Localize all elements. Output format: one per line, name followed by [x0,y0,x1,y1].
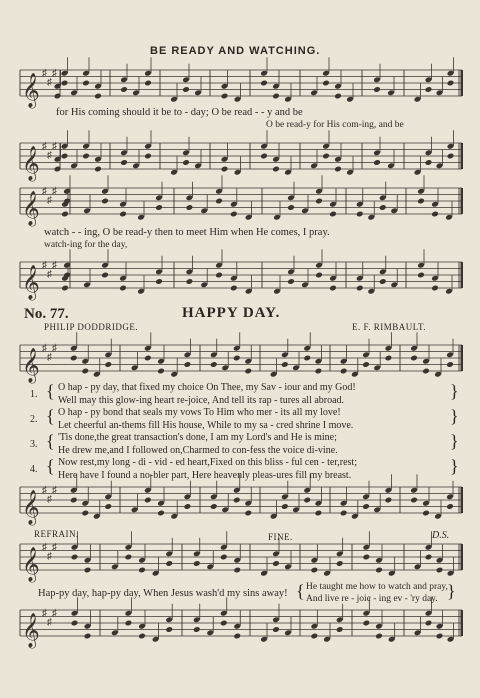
note-head [315,510,323,517]
note-head [447,153,455,160]
note-head [61,211,69,218]
note-head [94,166,102,173]
note-head [233,567,241,574]
note-head [379,278,387,285]
note-head [221,166,229,173]
sharp-icon: ♯ [52,608,57,619]
note-head [446,503,454,510]
note-head [446,361,454,368]
note-head [120,159,128,166]
refrain-brace: { [296,581,305,601]
note-head [385,497,393,504]
note-head [193,560,201,567]
sharp-icon: ♯ [42,343,47,354]
note-head [425,620,433,627]
note-head [336,560,344,567]
note-head [94,93,102,100]
final-bar [461,610,464,636]
author-credit: PHILIP DODDRIDGE. [44,322,139,332]
verse-number: 2. [30,414,38,425]
clef-icon: 𝄞 [22,348,40,383]
clef-icon: 𝄞 [22,613,40,648]
final-bar [461,487,464,513]
refrain-lyric: And live re - joic - ing ev - 'ry day. [306,594,438,604]
note-head [363,554,371,561]
clef-icon: 𝄞 [22,191,40,226]
sharp-icon: ♯ [42,608,47,619]
note-head [186,204,194,211]
note-head [410,497,418,504]
sharp-icon: ♯ [52,542,57,553]
note-head [61,153,69,160]
note-head [329,211,337,218]
refrain-lyric: Hap-py day, hap-py day, When Jesus wash'd my sins away! [38,588,288,599]
final-bar [461,188,464,214]
note-head [315,368,323,375]
note-head [84,633,92,640]
note-head [125,620,133,627]
verse-line: 'Tis done,the great transaction's done, I am my Lord's and He is mine; [58,432,337,443]
sharp-icon: ♯ [47,494,52,505]
lyrics-line: watch - - ing, O be read-y then to meet Him when He comes, I pray. [44,227,330,238]
note-head [417,198,425,205]
note-head [340,510,348,517]
verse-brace: { [46,456,55,476]
note-head [119,211,127,218]
verse-number: 3. [30,439,38,450]
note-head [410,355,418,362]
note-head [362,503,370,510]
note-head [272,626,280,633]
lyrics-line: for His coming should it be to - day; O be read - - y and be [56,107,303,118]
note-head [272,560,280,567]
note-head [356,211,364,218]
note-head [233,633,241,640]
final-bar [461,262,464,288]
note-head [422,510,430,517]
clef-icon: 𝄞 [22,146,40,181]
sharp-icon: ♯ [52,343,57,354]
note-head [329,285,337,292]
clef-icon: 𝄞 [22,547,40,582]
note-head [311,567,319,574]
sharp-icon: ♯ [42,542,47,553]
note-head [220,554,228,561]
note-head [215,272,223,279]
note-head [431,285,439,292]
verse-line: Now rest,my long - di - vid - ed heart,Fixed on this bliss - ful cen - ter,rest; [58,457,357,468]
note-head [81,510,89,517]
note-head [436,633,444,640]
note-head [334,166,342,173]
verse-number: 1. [30,389,38,400]
note-head [157,368,165,375]
note-head [287,278,295,285]
sharp-icon: ♯ [47,551,52,562]
verse-line: Here have I found a no-bler part, Here heavenly pleas-ures fill my breast. [58,470,352,481]
note-head [336,626,344,633]
note-head [233,355,241,362]
verse-brace: { [46,431,55,451]
note-head [281,503,289,510]
note-head [220,620,228,627]
sharp-icon: ♯ [42,186,47,197]
sharp-icon: ♯ [52,186,57,197]
note-head [138,633,146,640]
note-head [184,503,192,510]
verse-line: O hap - py day, that fixed my choice On Thee, my Sav - iour and my God! [58,382,356,393]
verse-brace: } [450,381,459,401]
note-head [61,80,69,87]
note-head [362,361,370,368]
note-head [71,554,79,561]
verse-brace: } [450,406,459,426]
note-head [422,368,430,375]
final-bar [461,544,464,570]
note-head [144,80,152,87]
sharp-icon: ♯ [52,485,57,496]
sharp-icon: ♯ [47,195,52,206]
note-head [82,80,90,87]
sharp-icon: ♯ [47,77,52,88]
note-head [144,355,152,362]
note-head [81,368,89,375]
sharp-icon: ♯ [42,141,47,152]
note-head [120,86,128,93]
note-head [182,159,190,166]
note-head [138,567,146,574]
note-head [447,80,455,87]
verse-number: 4. [30,464,38,475]
final-bar [461,345,464,371]
sharp-icon: ♯ [42,260,47,271]
note-head [425,159,433,166]
final-bar [461,70,464,96]
note-head [182,86,190,93]
note-head [186,278,194,285]
note-head [104,361,112,368]
song-title: BE READY AND WATCHING. [150,45,321,57]
note-head [373,159,381,166]
sharp-icon: ♯ [52,68,57,79]
note-head [431,211,439,218]
verse-line: He drew me,and I followed on,Charmed to con-fess the voice di-vine. [58,445,338,456]
note-head [417,272,425,279]
note-head [61,285,69,292]
note-head [155,204,163,211]
note-head [210,503,218,510]
clef-icon: 𝄞 [22,265,40,300]
note-head [101,198,109,205]
note-head [272,93,280,100]
note-head [82,153,90,160]
composer-credit: E. F. RIMBAULT. [352,322,427,332]
note-head [375,633,383,640]
fine-mark: FINE. [268,532,293,542]
note-head [356,285,364,292]
note-head [244,510,252,517]
note-head [373,86,381,93]
note-head [119,285,127,292]
note-head [84,567,92,574]
verse-brace: { [46,381,55,401]
note-head [260,153,268,160]
sharp-icon: ♯ [42,485,47,496]
note-head [244,368,252,375]
note-head [379,204,387,211]
note-head [230,211,238,218]
note-head [184,361,192,368]
sharp-icon: ♯ [47,150,52,161]
note-head [157,510,165,517]
verse-brace: } [450,456,459,476]
note-head [281,361,289,368]
sharp-icon: ♯ [47,352,52,363]
note-head [436,567,444,574]
sharp-icon: ♯ [52,141,57,152]
note-head [101,272,109,279]
sharp-icon: ♯ [47,617,52,628]
note-head [315,198,323,205]
note-head [230,285,238,292]
note-head [165,560,173,567]
hymn-number: No. 77. [24,306,69,322]
note-head [385,355,393,362]
verse-line: O hap - py bond that seals my vows To Him who mer - its all my love! [58,407,341,418]
note-head [155,278,163,285]
note-head [425,554,433,561]
sharp-icon: ♯ [42,68,47,79]
note-head [165,626,173,633]
lyrics-line: O be read-y for His com-ing, and be [266,120,404,130]
note-head [144,153,152,160]
sharp-icon: ♯ [52,260,57,271]
final-bar [461,143,464,169]
refrain-label: REFRAIN. [34,529,79,539]
verse-line: Well may this glow-ing heart re-joice, And tell its rap - tures all abroad. [58,395,345,406]
lyrics-line: watch-ing for the day, [44,240,128,250]
note-head [363,620,371,627]
note-head [272,166,280,173]
verse-brace: } [450,431,459,451]
refrain-brace: } [447,581,456,601]
clef-icon: 𝄞 [22,490,40,525]
note-head [215,198,223,205]
note-head [233,497,241,504]
note-head [193,626,201,633]
note-head [315,272,323,279]
hymn-title: HAPPY DAY. [182,305,281,321]
note-head [287,204,295,211]
note-head [70,355,78,362]
note-head [71,620,79,627]
refrain-lyric: He taught me how to watch and pray, [306,582,448,592]
verse-line: Let cheerful an-thems fill His house, While to my sa - cred shrine I move. [58,420,354,431]
note-head [375,567,383,574]
note-head [322,153,330,160]
ds-mark: D.S. [432,530,450,541]
note-head [334,93,342,100]
note-head [303,355,311,362]
note-head [260,80,268,87]
verse-brace: { [46,406,55,426]
note-head [340,368,348,375]
note-head [210,361,218,368]
note-head [70,497,78,504]
note-head [144,497,152,504]
note-head [125,554,133,561]
note-head [322,80,330,87]
note-head [104,503,112,510]
note-head [303,497,311,504]
note-head [221,93,229,100]
sharp-icon: ♯ [47,269,52,280]
note-head [311,633,319,640]
clef-icon: 𝄞 [22,73,40,108]
note-head [425,86,433,93]
